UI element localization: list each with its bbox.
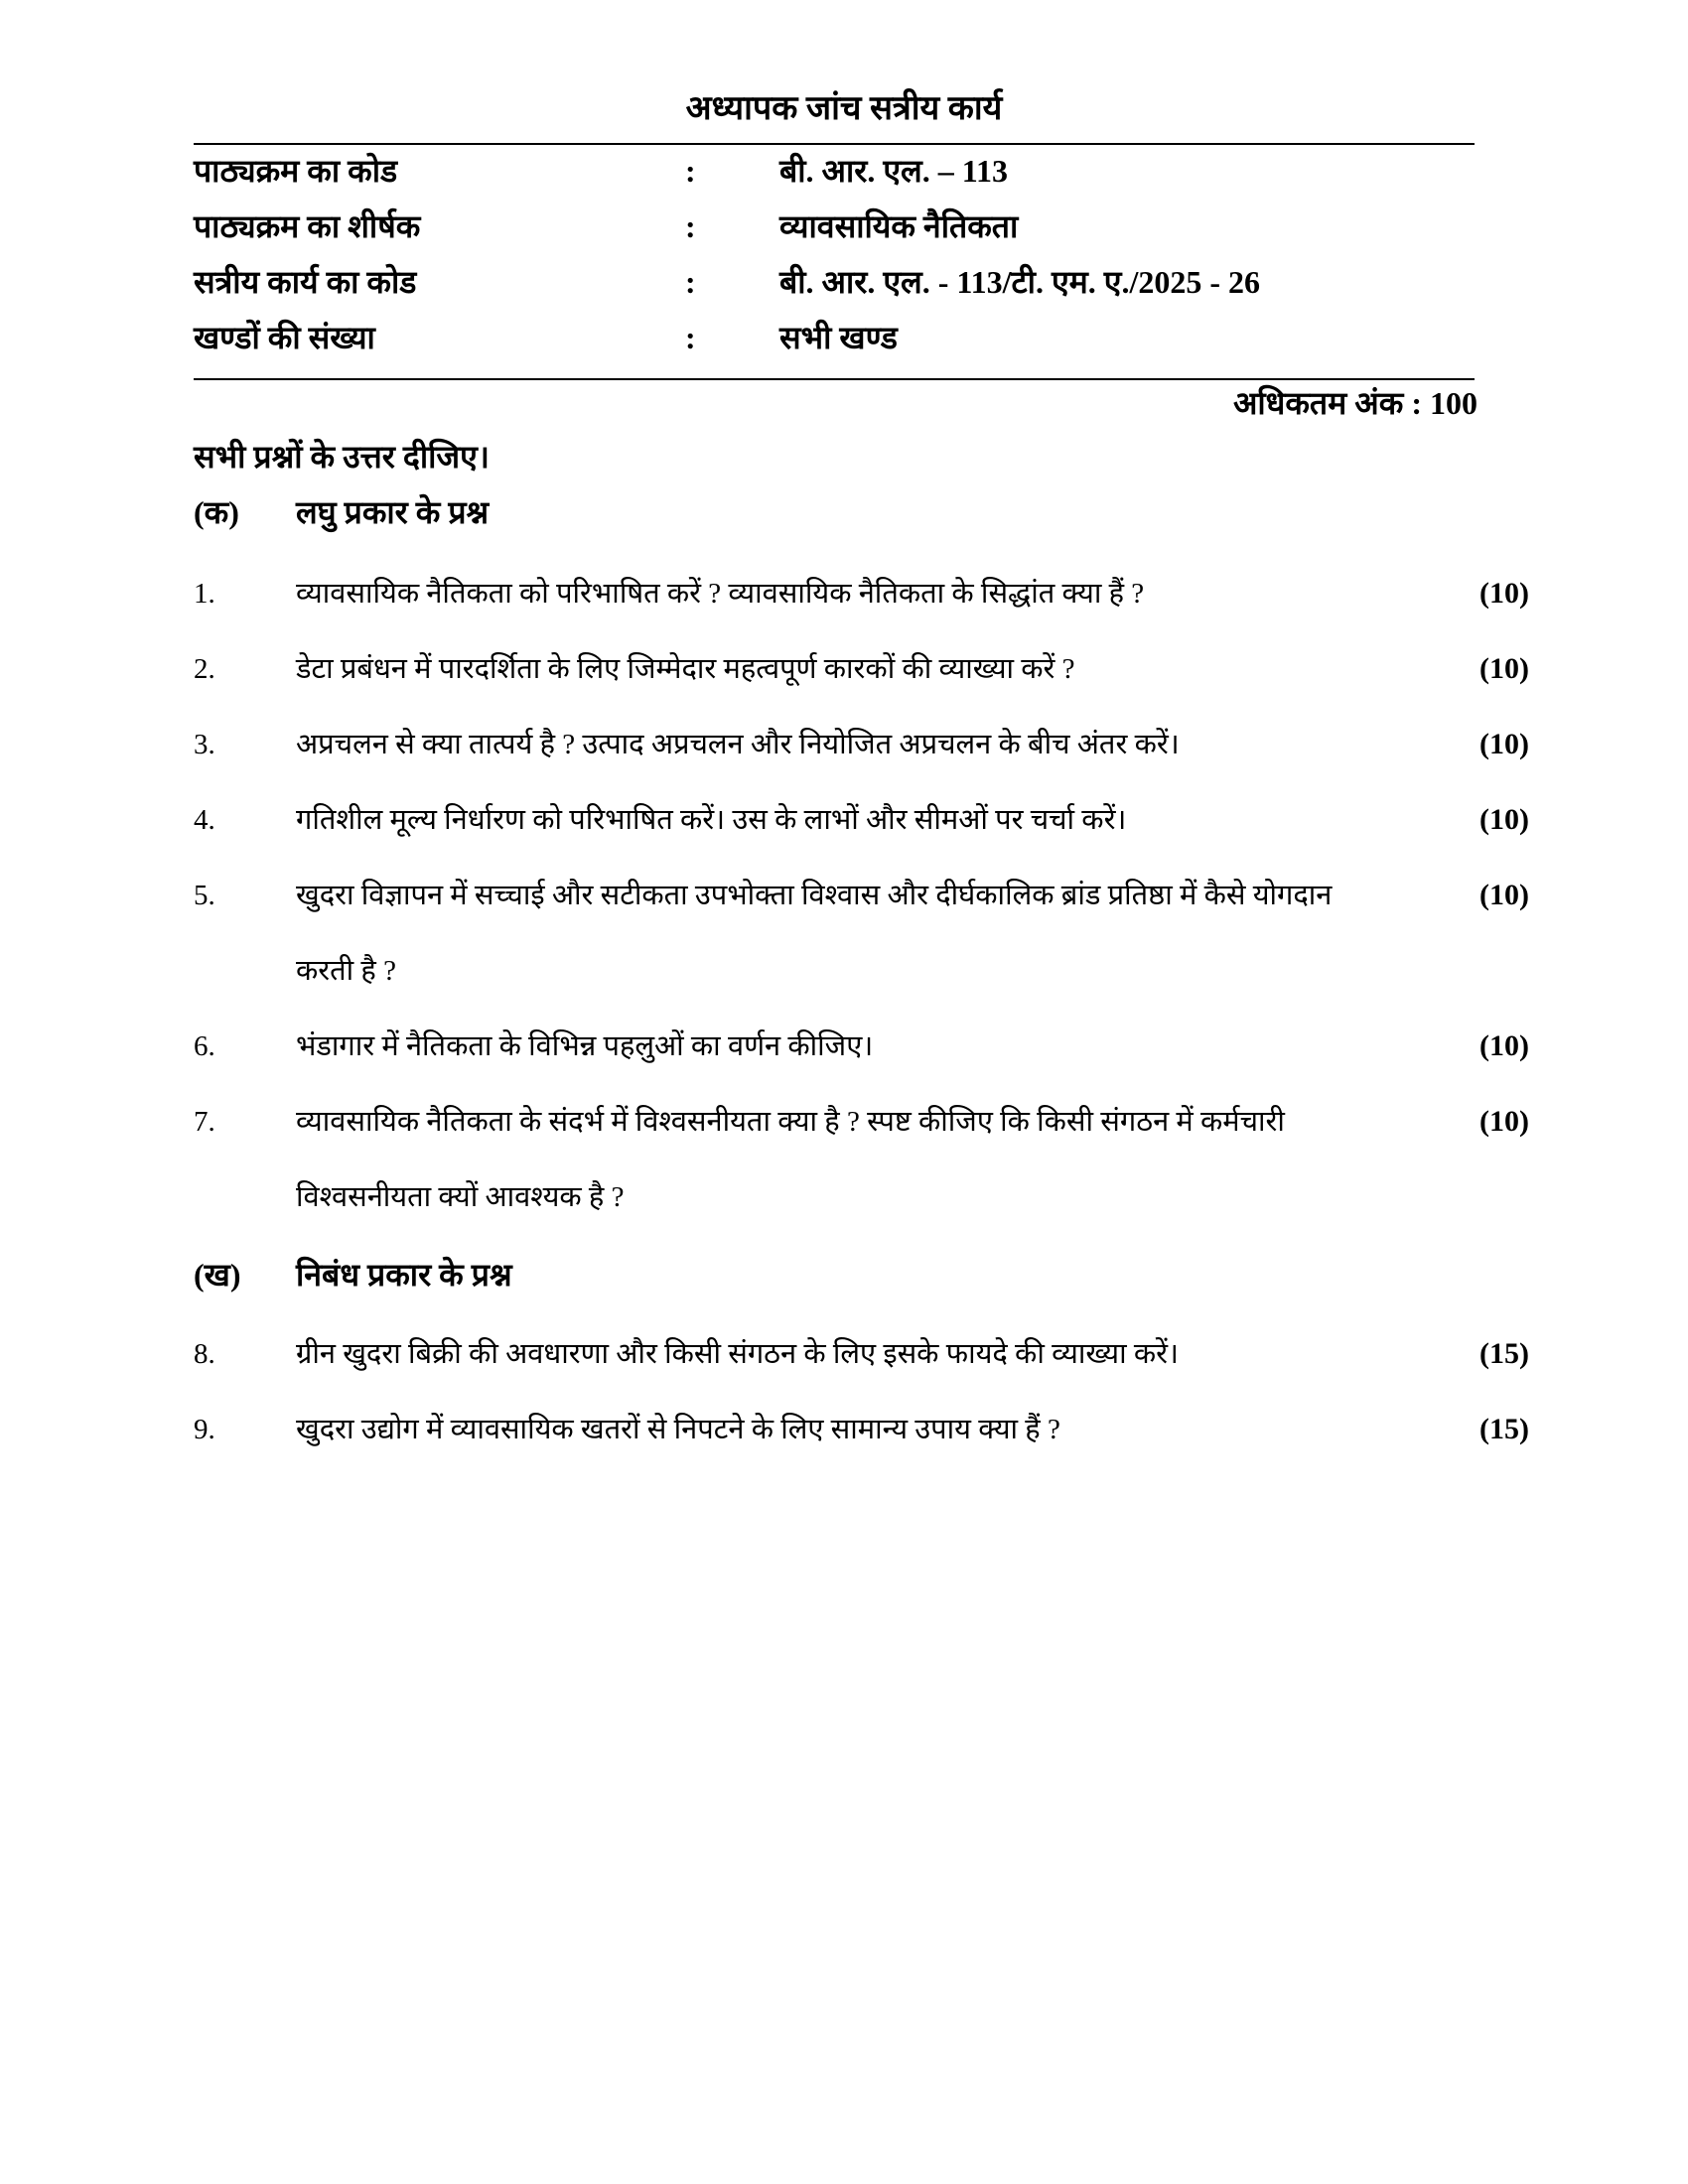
meta-separator: : — [685, 208, 696, 244]
section-label: (क) — [194, 494, 239, 530]
question-text: ग्रीन खुदरा बिक्री की अवधारणा और किसी संगठन के लिए इसके फायदे की व्याख्या करें। — [296, 1338, 1179, 1370]
question-text-continuation: करती है ? — [296, 955, 396, 987]
meta-row-course-title — [194, 206, 1475, 246]
section-label: (ख) — [194, 1257, 241, 1293]
question-number: 4. — [194, 804, 215, 836]
meta-label: खण्डों की संख्या — [194, 320, 375, 355]
question-number: 3. — [194, 729, 215, 760]
meta-label: पाठ्यक्रम का कोड — [194, 153, 398, 189]
question-marks: (15) — [1479, 1413, 1529, 1445]
meta-label: पाठ्यक्रम का शीर्षक — [194, 208, 421, 244]
question-text: व्यावसायिक नैतिकता के संदर्भ में विश्वसनीयता क्या है ? स्पष्ट कीजिए कि किसी संगठन में कर्मचारी — [296, 1106, 1285, 1138]
question-text: भंडागार में नैतिकता के विभिन्न पहलुओं का वर्णन कीजिए। — [296, 1030, 874, 1062]
question-number: 5. — [194, 880, 215, 911]
meta-label: सत्रीय कार्य का कोड — [194, 264, 417, 300]
max-marks: अधिकतम अंक : 100 — [1232, 385, 1477, 421]
meta-row-assignment-code — [194, 262, 1475, 302]
question-marks: (10) — [1479, 652, 1529, 685]
question-text: गतिशील मूल्य निर्धारण को परिभाषित करें। उस के लाभों और सीमओं पर चर्चा करें। — [296, 804, 1127, 836]
question-text: खुदरा उद्योग में व्यावसायिक खतरों से निपटने के लिए सामान्य उपाय क्या हैं ? — [296, 1414, 1060, 1445]
question-marks: (10) — [1479, 577, 1529, 610]
bottom-divider — [194, 378, 1475, 380]
question-number: 2. — [194, 653, 215, 685]
section-title: लघु प्रकार के प्रश्न — [296, 494, 490, 530]
meta-separator: : — [685, 153, 696, 189]
question-text: डेटा प्रबंधन में पारदर्शिता के लिए जिम्मेदार महत्वपूर्ण कारकों की व्याख्या करें ? — [296, 653, 1075, 685]
meta-value: बी. आर. एल. – 113 — [779, 153, 1008, 189]
meta-row-block-count — [194, 318, 1475, 357]
question-number: 6. — [194, 1030, 215, 1062]
meta-value: सभी खण्ड — [779, 320, 898, 355]
meta-row-course-code — [194, 151, 1475, 191]
meta-separator: : — [685, 264, 696, 300]
instruction: सभी प्रश्नों के उत्तर दीजिए। — [194, 439, 490, 475]
question-marks: (10) — [1479, 728, 1529, 760]
question-text-continuation: विश्वसनीयता क्यों आवश्यक है ? — [296, 1181, 625, 1213]
question-marks: (10) — [1479, 803, 1529, 836]
document-title: अध्यापक जांच सत्रीय कार्य — [685, 90, 1003, 127]
question-text: खुदरा विज्ञापन में सच्चाई और सटीकता उपभोक्ता विश्वास और दीर्घकालिक ब्रांड प्रतिष्ठा में कैसे योगदान — [296, 880, 1333, 911]
section-title: निबंध प्रकार के प्रश्न — [296, 1257, 512, 1293]
question-marks: (10) — [1479, 1105, 1529, 1138]
question-text: अप्रचलन से क्या तात्पर्य है ? उत्पाद अप्रचलन और नियोजित अप्रचलन के बीच अंतर करें। — [296, 729, 1180, 760]
question-number: 1. — [194, 578, 215, 610]
question-marks: (10) — [1479, 1029, 1529, 1062]
question-marks: (15) — [1479, 1337, 1529, 1370]
meta-value: व्यावसायिक नैतिकता — [779, 208, 1019, 244]
meta-separator: : — [685, 320, 696, 355]
question-marks: (10) — [1479, 879, 1529, 911]
question-number: 7. — [194, 1106, 215, 1138]
question-number: 8. — [194, 1338, 215, 1370]
question-number: 9. — [194, 1414, 215, 1445]
meta-value: बी. आर. एल. - 113/टी. एम. ए./2025 - 26 — [779, 264, 1261, 300]
top-divider — [194, 143, 1475, 145]
question-text: व्यावसायिक नैतिकता को परिभाषित करें ? व्यावसायिक नैतिकता के सिद्धांत क्या हैं ? — [296, 578, 1145, 610]
